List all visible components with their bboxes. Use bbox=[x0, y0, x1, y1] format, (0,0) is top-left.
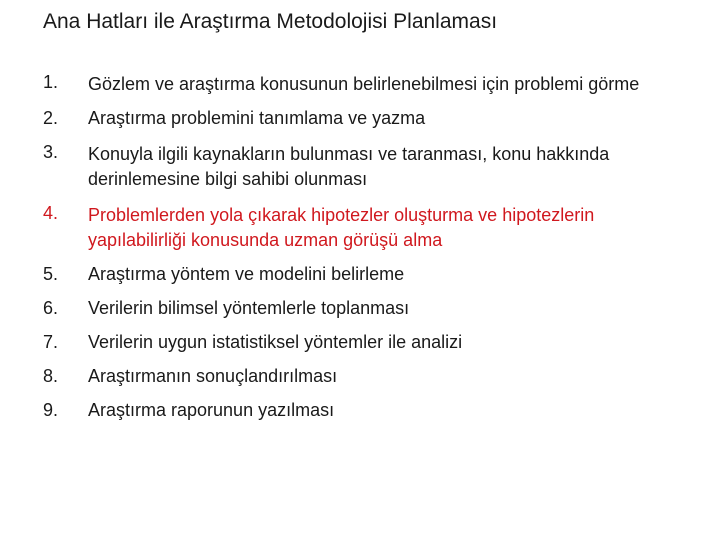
item-number: 2. bbox=[43, 108, 59, 128]
list-item bbox=[43, 262, 683, 287]
item-text: Gözlem ve araştırma konusunun belirlenebilmesi için problemi görme bbox=[88, 74, 640, 94]
item-number: 1. bbox=[43, 72, 59, 92]
item-text: Konuyla ilgili kaynakların bulunması ve taranması, konu hakkında derinlemesine bilgi sahibi olunması bbox=[88, 144, 610, 189]
item-number: 4. bbox=[43, 203, 59, 223]
item-number: 7. bbox=[43, 332, 59, 352]
item-text: Araştırma raporunun yazılması bbox=[88, 400, 335, 420]
list-item bbox=[43, 106, 683, 131]
item-number: 9. bbox=[43, 400, 59, 420]
list-item bbox=[43, 330, 683, 355]
item-text: Araştırma yöntem ve modelini belirleme bbox=[88, 264, 405, 284]
item-number: 8. bbox=[43, 366, 59, 386]
list-item bbox=[43, 398, 683, 423]
list-item bbox=[43, 140, 683, 192]
item-text: Verilerin uygun istatistiksel yöntemler ile analizi bbox=[88, 332, 463, 352]
item-text: Araştırmanın sonuçlandırılması bbox=[88, 366, 338, 386]
slide-title: Ana Hatları ile Araştırma Metodolojisi Planlaması bbox=[43, 10, 498, 33]
item-number: 6. bbox=[43, 298, 59, 318]
step-list bbox=[43, 70, 683, 432]
item-text: Problemlerden yola çıkarak hipotezler oluşturma ve hipotezlerin yapılabilirliği konusunda uzman görüşü alma bbox=[88, 205, 595, 250]
item-text: Verilerin bilimsel yöntemlerle toplanması bbox=[88, 298, 410, 318]
list-item bbox=[43, 70, 683, 97]
item-number: 5. bbox=[43, 264, 59, 284]
list-item bbox=[43, 296, 683, 321]
list-item bbox=[43, 364, 683, 389]
item-text: Araştırma problemini tanımlama ve yazma bbox=[88, 108, 426, 128]
list-item-highlighted bbox=[43, 201, 683, 253]
item-number: 3. bbox=[43, 142, 59, 162]
